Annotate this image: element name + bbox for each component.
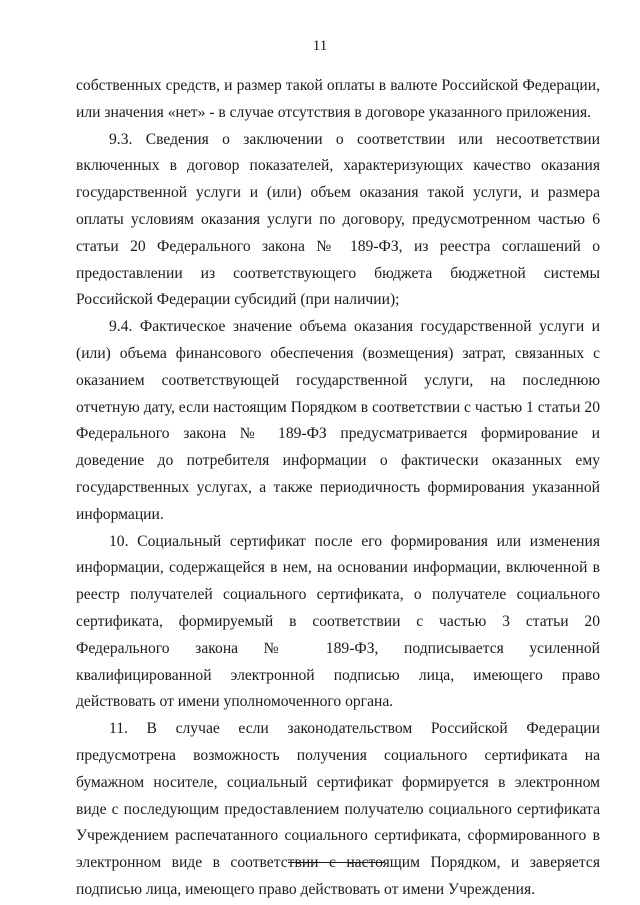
paragraph-10: 10. Социальный сертификат после его формирования или изменения информации, содержащейся в нем, на основании информации, включенной в реестр получателей социального сертификата, о получателе социального сертификата, формируемый в соответствии с частью 3 статьи 20 Федерального закона № 189-ФЗ, подписывается усиленной квалифицированной электронной подписью лица, имеющего право действовать от имени уполномоченного органа. xyxy=(76,532,600,711)
paragraph-11: 11. В случае если законодательством Российской Федерации предусмотрена возможность получения социального сертификата на бумажном носителе, социальный сертификат формируется в электронном виде с последующим предоставлением получателю социального сертификата Учреждением распечатанного социального сертификата, сформированного в электронном виде в соответствии с настоящим Порядком, и заверяется подписью лица, имеющего право действовать от имени Учреждения. xyxy=(76,720,600,898)
paragraph-continuation: собственных средств, и размер такой оплаты в валюте Российской Федерации, или значения «нет» - в случае отсутствия в договоре указанного приложения. xyxy=(76,77,600,121)
document-body xyxy=(76,73,600,904)
paragraph-9-3: 9.3. Сведения о заключении о соответствии или несоответствии включенных в договор показателей, характеризующих качество оказания государственной услуги и (или) объем оказания такой услуги, и размера оплаты условиям оказания услуги по договору, предусмотренном частью 6 статьи 20 Федерального закона № 189-ФЗ, из реестра соглашений о предоставлении из соответствующего бюджета бюджетной системы Российской Федерации субсидий (при наличии); xyxy=(76,130,600,309)
end-of-text-rule xyxy=(288,862,384,863)
paragraph-9-4: 9.4. Фактическое значение объема оказания государственной услуги и (или) объема финансового обеспечения (возмещения) затрат, связанных с оказанием соответствующей государственной услуги, на последнюю отчетную дату, если настоящим Порядком в соответствии с частью 1 статьи 20 Федерального закона № 189-ФЗ предусматривается формирование и доведение до потребителя информации о фактически оказанных ему государственных услугах, а также периодичность формирования указанной информации. xyxy=(76,318,600,523)
page-number: 11 xyxy=(312,38,328,54)
